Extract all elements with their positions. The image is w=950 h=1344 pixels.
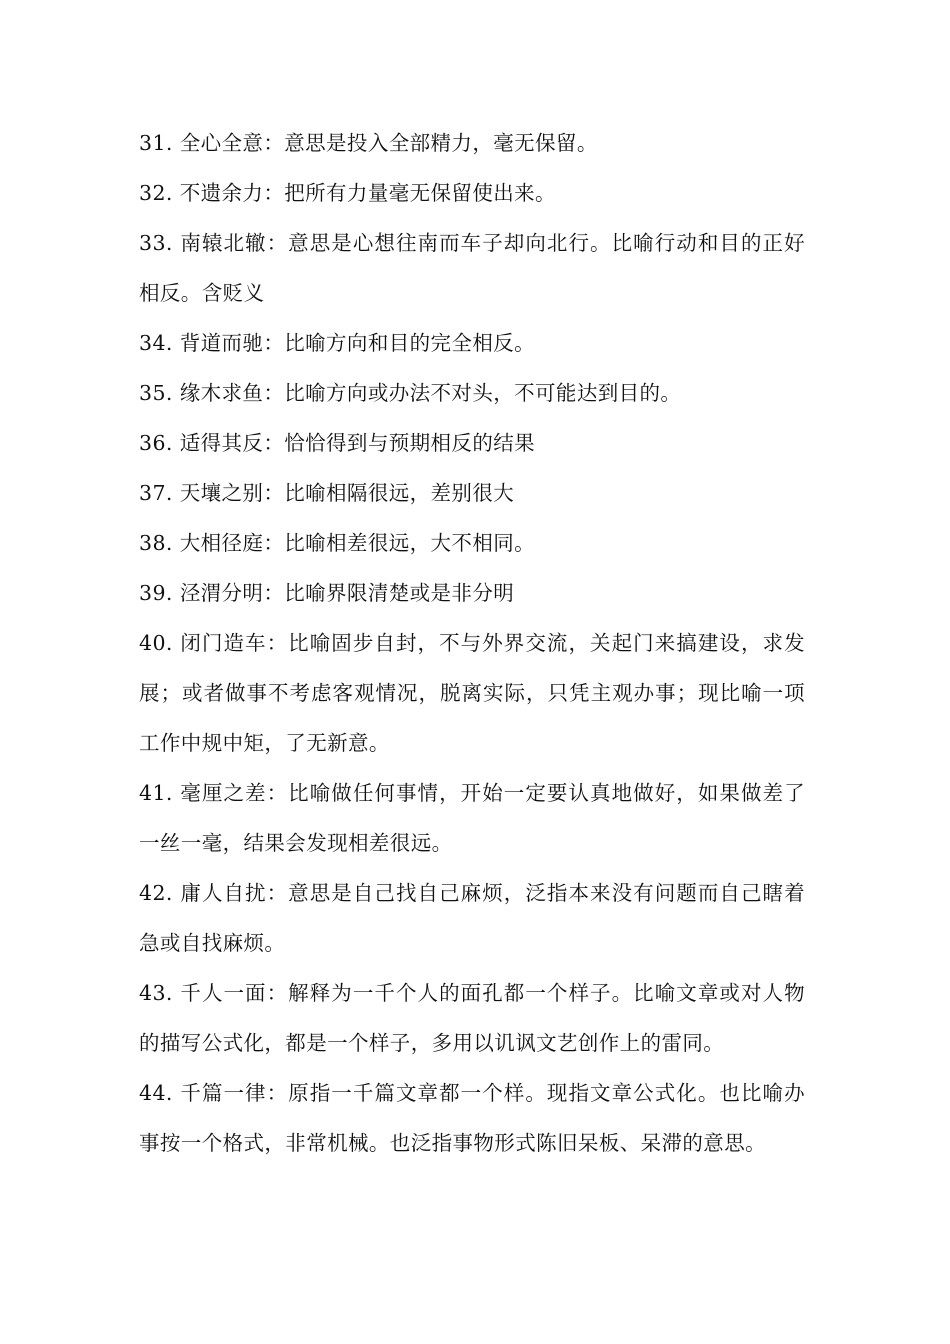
- idiom-entry-33: 33. 南辕北辙：意思是心想往南而车子却向北行。比喻行动和目的正好相反。含贬义: [139, 231, 805, 305]
- idiom-entry-34: 34. 背道而驰：比喻方向和目的完全相反。: [139, 331, 536, 355]
- idiom-entry-31: 31. 全心全意：意思是投入全部精力，毫无保留。: [139, 131, 598, 155]
- idiom-entry-41: 41. 毫厘之差：比喻做任何事情，开始一定要认真地做好，如果做差了一丝一毫，结果会发现相差很远。: [139, 781, 805, 855]
- idiom-entry-37: 37. 天壤之别：比喻相隔很远，差别很大: [139, 481, 515, 505]
- idiom-entry-32: 32. 不遗余力：把所有力量毫无保留使出来。: [139, 181, 556, 205]
- idiom-entry-43: 43. 千人一面：解释为一千个人的面孔都一个样子。比喻文章或对人物的描写公式化，都是一个样子，多用以讥讽文艺创作上的雷同。: [139, 981, 805, 1055]
- idiom-entry-35: 35. 缘木求鱼：比喻方向或办法不对头，不可能达到目的。: [139, 381, 682, 405]
- idiom-entry-36: 36. 适得其反：恰恰得到与预期相反的结果: [139, 431, 536, 455]
- idiom-list: [139, 118, 805, 1168]
- idiom-entry-39: 39. 泾渭分明：比喻界限清楚或是非分明: [139, 581, 515, 605]
- idiom-entry-40: 40. 闭门造车：比喻固步自封，不与外界交流，关起门来搞建设，求发展；或者做事不考虑客观情况，脱离实际，只凭主观办事；现比喻一项工作中规中矩，了无新意。: [139, 631, 805, 755]
- idiom-entry-38: 38. 大相径庭：比喻相差很远，大不相同。: [139, 531, 536, 555]
- idiom-entry-44: 44. 千篇一律：原指一千篇文章都一个样。现指文章公式化。也比喻办事按一个格式，非常机械。也泛指事物形式陈旧呆板、呆滞的意思。: [139, 1081, 805, 1155]
- idiom-entry-42: 42. 庸人自扰：意思是自己找自己麻烦，泛指本来没有问题而自己瞎着急或自找麻烦。: [139, 881, 805, 955]
